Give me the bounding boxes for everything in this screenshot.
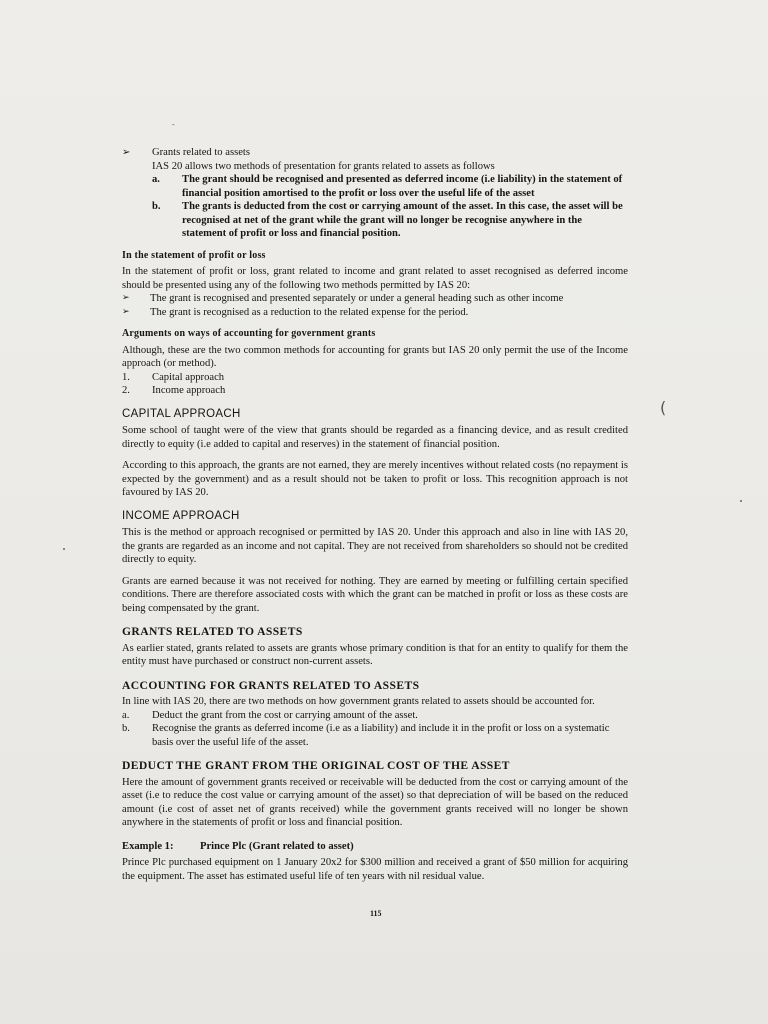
page-content	[122, 146, 628, 883]
list-item	[122, 306, 628, 320]
stray-mark: -	[172, 120, 175, 129]
paragraph: Although, these are the two common methods for accounting for grants but IAS 20 only permit the use of the Income approach (or method).	[122, 344, 628, 369]
bullet-grants-related-to-assets	[122, 146, 628, 160]
list-label: b.	[122, 723, 130, 734]
section-income-approach	[122, 510, 628, 616]
list-label: a.	[152, 174, 160, 185]
section-heading: ACCOUNTING FOR GRANTS RELATED TO ASSETS	[122, 678, 420, 692]
section-sopl	[122, 249, 628, 320]
list-label: a.	[122, 709, 130, 721]
example-title: Prince Plc (Grant related to asset)	[200, 840, 354, 852]
stray-dot	[740, 500, 742, 502]
page-number: 115	[370, 909, 382, 918]
arrow-bullet-icon: ➢	[122, 147, 131, 158]
section-heading: Arguments on ways of accounting for government grants	[122, 328, 376, 339]
list-text: Deduct the grant from the cost or carrying amount of the asset.	[152, 709, 418, 721]
list-label: 1.	[122, 371, 130, 383]
paragraph: Grants are earned because it was not received for nothing. They are earned by meeting or fulfilling certain specified conditions. There are therefore associated costs with which the grant can be matched in profit or loss as these costs are being compensated by the grant.	[122, 575, 628, 614]
list-text: Income approach	[152, 385, 226, 396]
example-heading	[122, 840, 628, 854]
list-text: The grant is recognised and presented separately or under a general heading such as other income	[150, 293, 564, 304]
list-item	[122, 371, 628, 385]
paragraph: In the statement of profit or loss, grant related to income and grant related to asset recognised as deferred income should be presented using any of the following two methods permitted by IAS 20:	[122, 266, 628, 291]
list-text: The grants is deducted from the cost or carrying amount of the asset. In this case, the asset will be recognised at net of the grant while the grant will no longer be recognise anywhere in the statement of profit or loss and financial position.	[182, 201, 623, 239]
bullet-title: Grants related to assets	[152, 147, 250, 158]
section-grants-related-to-assets	[122, 625, 628, 669]
list-item	[122, 709, 628, 723]
section-heading: CAPITAL APPROACH	[122, 407, 241, 420]
list-item	[122, 722, 628, 749]
list-label: 2.	[122, 385, 130, 396]
list-item	[122, 292, 628, 306]
list-item	[122, 200, 628, 241]
section-arguments	[122, 327, 628, 398]
list-text: The grant is recognised as a reduction to the related expense for the period.	[150, 306, 469, 318]
paragraph: This is the method or approach recognised or permitted by IAS 20. Under this approach and also in line with IAS 20, the grants are regarded as an income and not capital. They are not received from shareholders so should not be credited directly to equity.	[122, 527, 628, 565]
margin-mark: (	[660, 398, 667, 417]
section-accounting-for-grants	[122, 679, 628, 750]
section-heading: DEDUCT THE GRANT FROM THE ORIGINAL COST OF THE ASSET	[122, 759, 510, 772]
stray-dot	[63, 548, 65, 550]
section-heading: INCOME APPROACH	[122, 509, 240, 522]
list-text: The grant should be recognised and presented as deferred income (i.e liability) in the statement of financial position amortised to the profit or loss over the useful life of the asset	[182, 174, 623, 199]
list-item	[122, 384, 628, 398]
paragraph: Some school of taught were of the view that grants should be regarded as a financing device, and as result credited directly to equity (i.e added to capital and reserves) in the statement of financial position.	[122, 425, 628, 450]
arrow-bullet-icon: ➢	[122, 306, 130, 317]
arrow-bullet-icon: ➢	[122, 293, 130, 303]
list-text: Capital approach	[152, 371, 225, 383]
example-text: Prince Plc purchased equipment on 1 January 20x2 for $300 million and received a grant of $50 million for acquiring the equipment. The asset has estimated useful life of ten years with nil residual value.	[122, 857, 628, 882]
list-item	[122, 173, 628, 200]
section-deduct-grant	[122, 759, 628, 830]
section-heading: In the statement of profit or loss	[122, 249, 266, 261]
paragraph: Here the amount of government grants received or receivable will be deducted from the cost or carrying amount of the asset (i.e to reduce the cost value or carrying amount of the asset) so that depreciation of will be based on the reduced amount (i.e cost of asset net of grants received) while the government grants received will no longer be shown anywhere in the statements of profit or loss and financial position.	[122, 776, 628, 828]
list-label: b.	[152, 201, 161, 212]
bullet-intro: IAS 20 allows two methods of presentation for grants related to assets as follows	[152, 160, 495, 172]
paragraph: As earlier stated, grants related to assets are grants whose primary condition is that for an entity to qualify for them the entity must have purchased or construct non-current assets.	[122, 642, 628, 667]
example-label: Example 1:	[122, 840, 174, 852]
section-capital-approach	[122, 408, 628, 500]
paragraph: According to this approach, the grants are not earned, they are merely incentives without related costs (no repayment is expected by the government) and as a result should not be taken to profit or loss. This recognition approach is not favoured by IAS 20.	[122, 460, 628, 498]
section-heading: GRANTS RELATED TO ASSETS	[122, 625, 303, 638]
paragraph: In line with IAS 20, there are two methods on how government grants related to assets should be accounted for.	[122, 696, 595, 707]
list-text: Recognise the grants as deferred income (i.e as a liability) and include it in the profit or loss on a systematic basis over the useful life of the asset.	[152, 723, 610, 748]
